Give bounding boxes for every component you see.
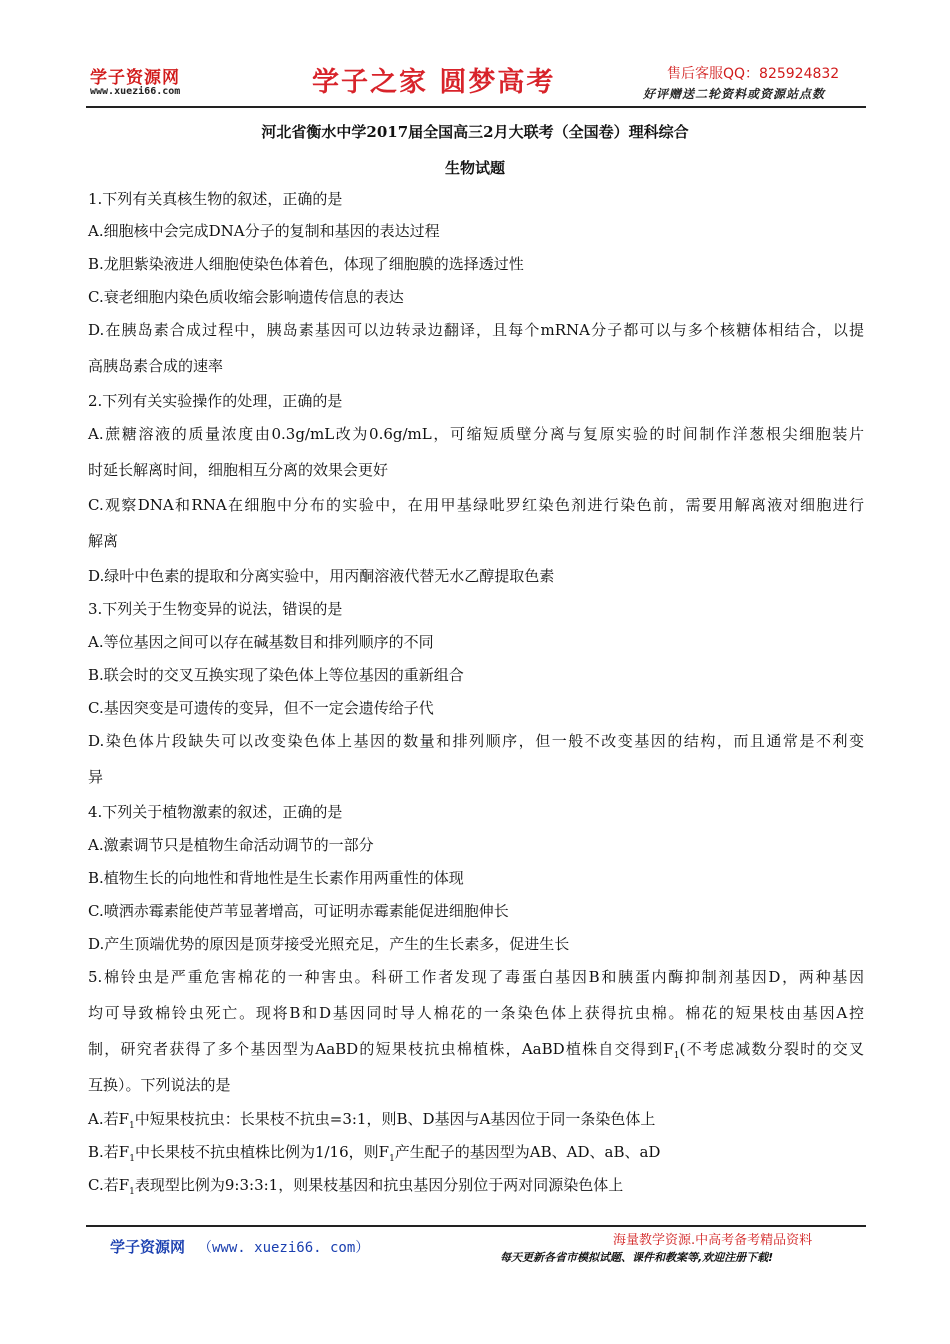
question-5-stem: 5.棉铃虫是严重危害棉花的一种害虫。科研工作者发现了毒蛋白基因B和胰蛋内酶抑制剂基因D，两种基因 [88,968,864,986]
q4-option-c: C.喷洒赤霉素能使芦苇显著增高，可证明赤霉素能促进细胞伸长 [88,902,509,920]
q1-option-d-cont: 高胰岛素合成的速率 [88,357,224,375]
footer-update-note: 每天更新各省市模拟试题、课件和教案等,欢迎注册下载! [500,1251,774,1264]
q1-option-a: A.细胞核中会完成DNA分子的复制和基因的表达过程 [88,222,440,240]
q3-option-d-cont: 异 [88,768,104,786]
question-3-stem: 3.下列关于生物变异的说法，错误的是 [88,600,343,618]
question-5-stem-3: 制，研究者获得了多个基因型为AaBD的短果枝抗虫棉植株，AaBD植株自交得到$F_1$(不考虑减数分裂时的交叉 [88,1040,864,1061]
q4-option-d: D.产生顶端优势的原因是顶芽接受光照充足，产生的生长素多，促进生长 [88,935,570,953]
q5-option-b: B.若$F_1$中长果枝不抗虫植株比例为1/16，则$F_1$产生配子的基因型为AB、AD、aB、aD [88,1143,661,1164]
service-qq: 售后客服QQ：825924832 [667,66,840,82]
q5-option-c: C.若$F_1$表现型比例为9:3:3:1，则果枝基因和抗虫基因分别位于两对同源染色体上 [88,1176,624,1197]
q4-option-a: A.激素调节只是植物生命活动调节的一部分 [88,836,374,854]
q2-option-c: C.观察DNA和RNA在细胞中分布的实验中，在用甲基绿吡罗红染色剂进行染色前，需要用解离液对细胞进行 [88,496,864,514]
page-footer [0,1225,950,1285]
q5-option-a: A.若$F_1$中短果枝抗虫：长果枝不抗虫=3:1，则B、D基因与A基因位于同一条染色体上 [88,1110,656,1131]
question-5-stem-2: 均可导致棉铃虫死亡。现将B和D基因同时导人棉花的一条染色体上获得抗虫棉。棉花的短果枝由基因A控 [88,1004,864,1022]
question-1-stem: 1.下列有关真核生物的叙述，正确的是 [88,190,343,208]
site-logo-url[interactable]: www.xuezi66.com [90,86,181,97]
q2-option-c-cont: 解离 [88,532,119,550]
q2-option-d: D.绿叶中色素的提取和分离实验中，用丙酮溶液代替无水乙醇提取色素 [88,567,555,585]
document-title: 河北省衡水中学2017届全国高三2月大联考（全国卷）理科综合 [261,123,689,141]
page-header [0,0,950,110]
q1-option-d: D.在胰岛素合成过程中，胰岛素基因可以边转录边翻译，且每个mRNA分子都可以与多个核糖体相结合，以提 [88,321,864,339]
q3-option-b: B.联会时的交叉互换实现了染色体上等位基因的重新组合 [88,666,464,684]
question-4-stem: 4.下列关于植物激素的叙述，正确的是 [88,803,343,821]
question-5-stem-4: 互换）。下列说法的是 [88,1076,231,1094]
q1-option-b: B.龙胆紫染液进人细胞使染色体着色，体现了细胞膜的选择透过性 [88,255,524,273]
service-note: 好评赠送二轮资料或资源站点数 [643,87,826,101]
question-2-stem: 2.下列有关实验操作的处理，正确的是 [88,392,343,410]
document-subtitle: 生物试题 [444,159,505,177]
header-slogan: 学子之家 圆梦高考 [312,67,556,98]
header-divider [86,106,866,108]
q1-option-c: C.衰老细胞内染色质收缩会影响遗传信息的表达 [88,288,404,306]
q3-option-a: A.等位基因之间可以存在碱基数目和排列顺序的不同 [88,633,434,651]
q3-option-d: D.染色体片段缺失可以改变染色体上基因的数量和排列顺序，但一般不改变基因的结构，而且通常是不利变 [88,732,864,750]
footer-brand[interactable]: 学子资源网 [110,1238,186,1256]
q4-option-b: B.植物生长的向地性和背地性是生长素作用两重性的体现 [88,869,464,887]
site-logo-text[interactable]: 学子资源网 [90,68,180,88]
footer-url[interactable]: （www. xuezi66. com） [198,1240,370,1256]
footer-tagline: 海量教学资源.中高考备考精品资料 [613,1233,813,1248]
q3-option-c: C.基因突变是可遗传的变异，但不一定会遗传给子代 [88,699,434,717]
q2-option-a-cont: 时延长解离时间，细胞相互分离的效果会更好 [88,461,389,479]
q2-option-a: A.蔗糖溶液的质量浓度由0.3g/mL改为0.6g/mL，可缩短质壁分离与复原实验的时间制作洋葱根尖细胞装片 [88,425,864,443]
footer-divider [86,1225,866,1227]
